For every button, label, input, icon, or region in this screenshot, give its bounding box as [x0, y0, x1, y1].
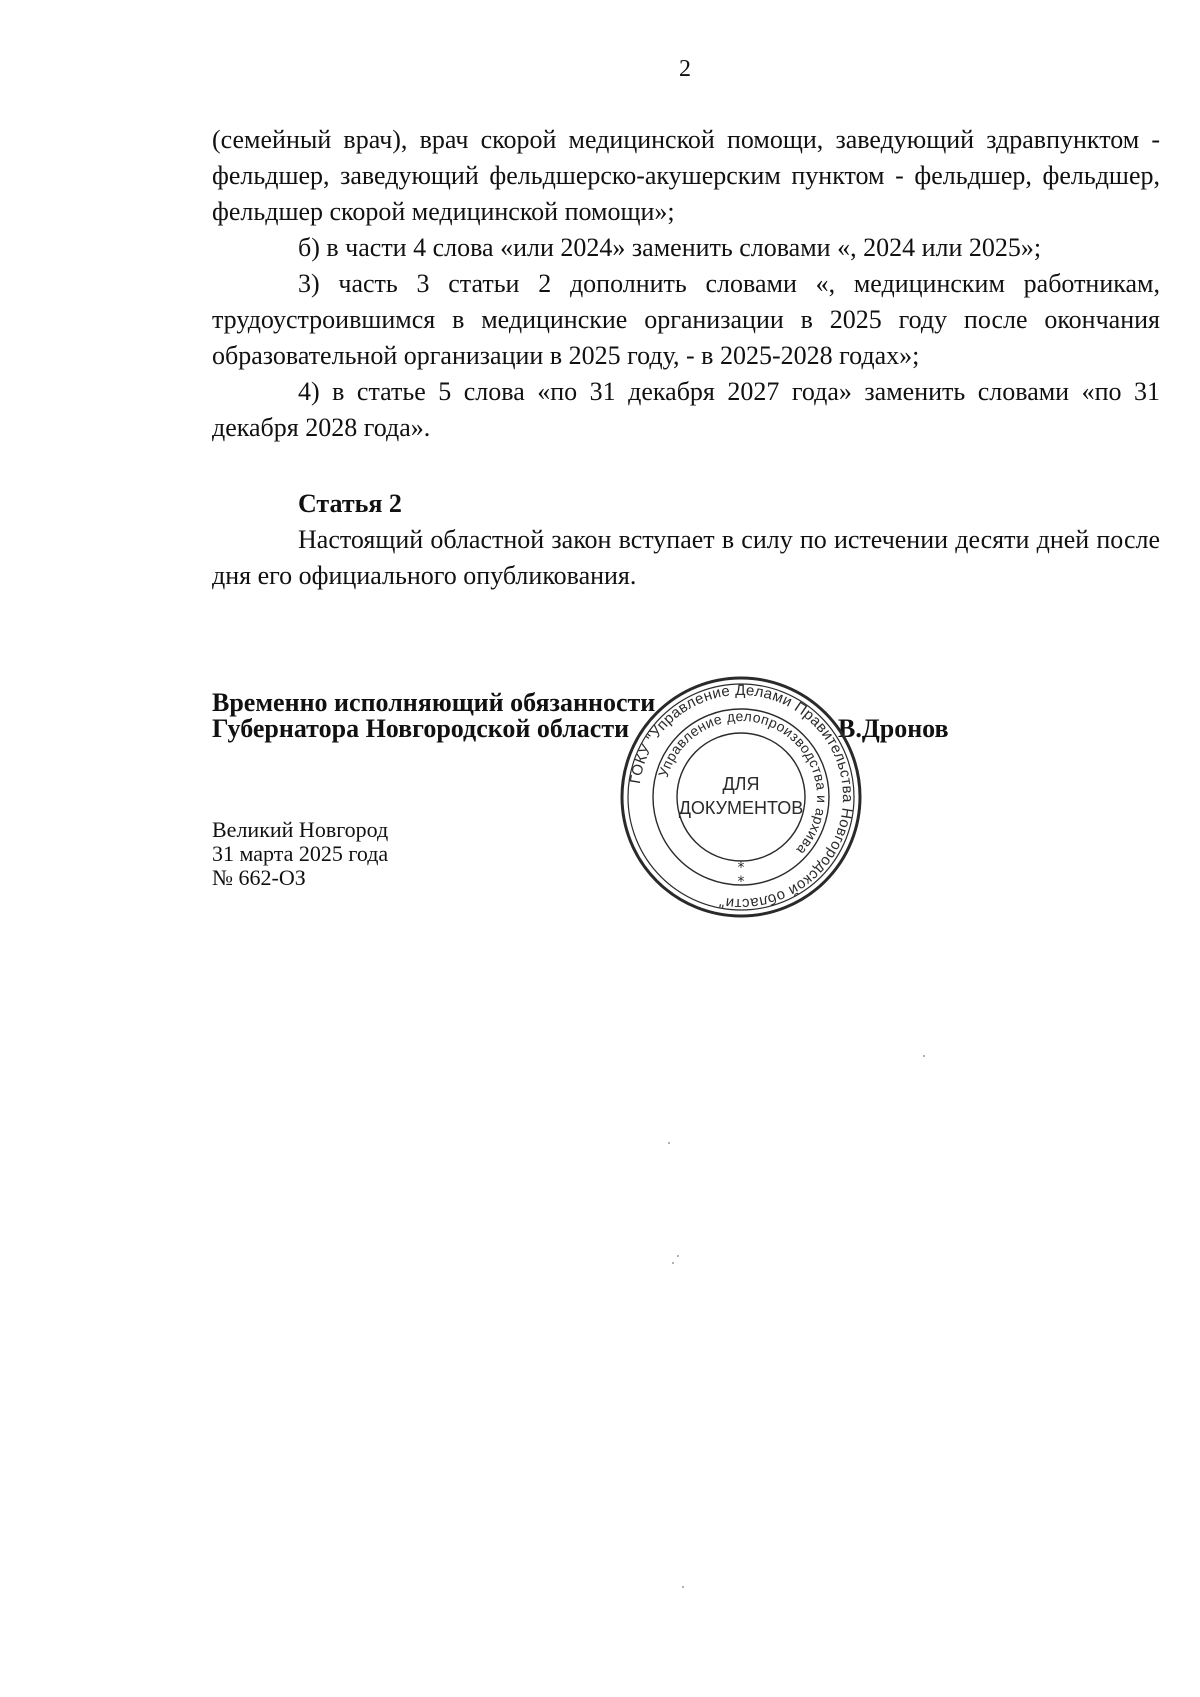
scan-speck: [923, 1055, 925, 1057]
seal-star-icon: *: [737, 874, 745, 890]
seal-star-icon: *: [737, 860, 745, 876]
law-number: № 662-ОЗ: [212, 865, 306, 890]
page-number: 2: [679, 56, 691, 82]
signature-title-line2: Губернатора Новгородской области: [212, 714, 630, 743]
seal-outer-text: ГОКУ "Управление Делами Правительства Новгородской области": [626, 681, 857, 913]
article-heading: Статья 2: [298, 489, 402, 518]
seal-center-line2: ДОКУМЕНТОВ: [678, 798, 804, 818]
seal-inner-ring: [677, 733, 805, 861]
place-date-block: [212, 818, 388, 890]
paragraph-b: б) в части 4 слова «или 2024» заменить словами «, 2024 или 2025»;: [298, 233, 1042, 262]
scan-speck: [677, 1255, 679, 1257]
scan-speck: [668, 1142, 670, 1144]
seal-inner-text: Управление делопроизводства и архива: [654, 707, 831, 859]
signer-name: В.Дронов: [838, 714, 949, 743]
date: 31 марта 2025 года: [212, 841, 389, 866]
signature-title: [212, 690, 655, 742]
paragraph-3: 3) часть 3 статьи 2 дополнить словами «, медицинским работникам, трудоустроившимся в медицинские организации в 2025 году после окончания образовательной организации в 2025 году, - в 2025-2028 годах»;: [212, 269, 1160, 370]
signature-title-line1: Временно исполняющий обязанности: [212, 688, 656, 717]
scan-speck: [672, 1262, 674, 1264]
article-text: Настоящий областной закон вступает в силу по истечении десяти дней после дня его официального опубликования.: [212, 525, 1160, 590]
official-seal-stamp: [616, 672, 866, 922]
scan-speck: [682, 1586, 684, 1588]
place: Великий Новгород: [212, 817, 389, 842]
paragraph-4: 4) в статье 5 слова «по 31 декабря 2027 года» заменить словами «по 31 декабря 2028 года».: [212, 377, 1160, 442]
paragraph-continuation: (семейный врач), врач скорой медицинской помощи, заведующий здравпунктом - фельдшер, заведующий фельдшерско-акушерским пунктом - фельдшер, фельдшер, фельдшер скорой медицинской помощи»;: [212, 125, 1160, 226]
seal-center-line1: ДЛЯ: [722, 774, 760, 794]
